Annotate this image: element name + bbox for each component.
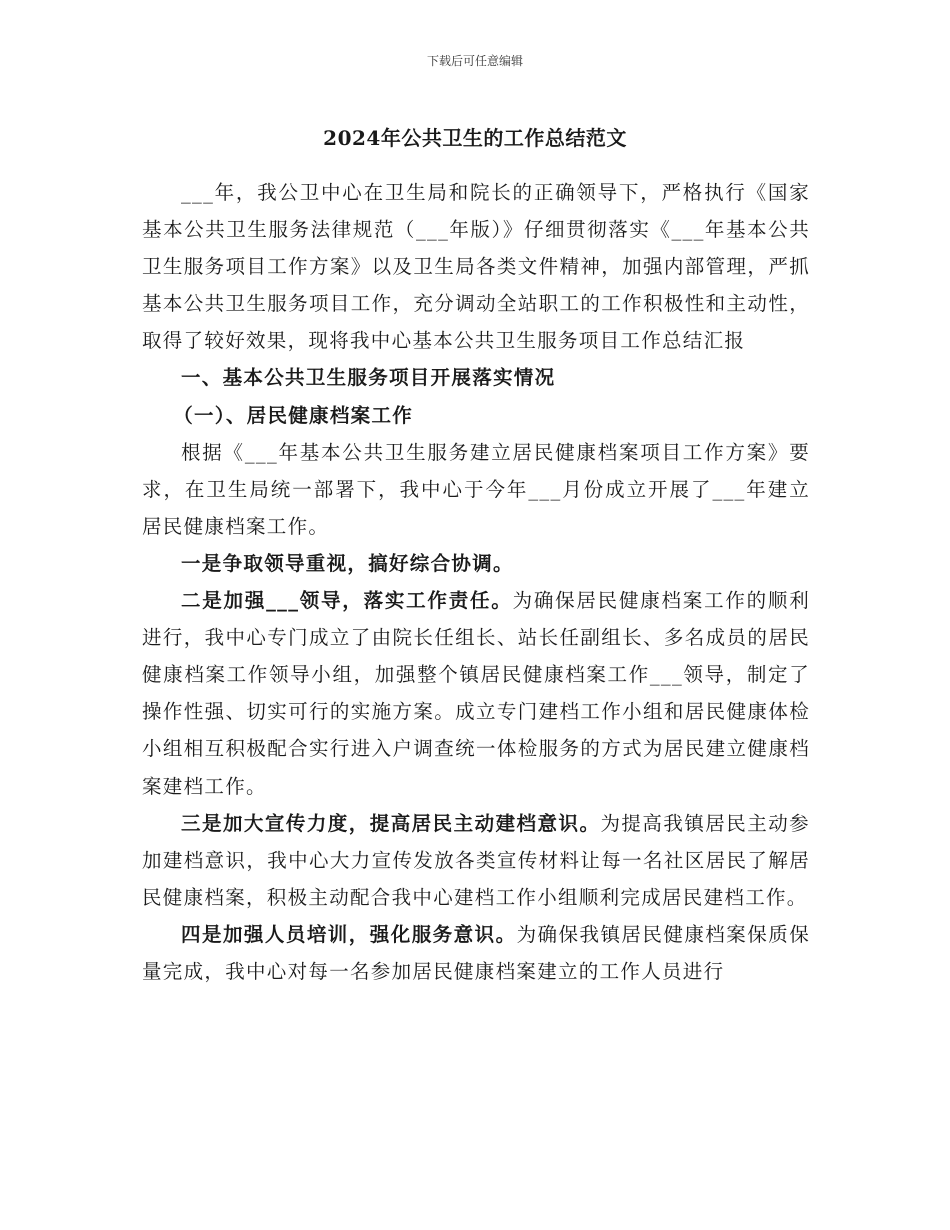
point-1-lead: 一是争取领导重视，搞好综合协调。	[181, 551, 514, 575]
paragraph-point-3	[142, 805, 810, 916]
point-4-lead: 四是加强人员培训，强化服务意识。	[181, 922, 517, 946]
paragraph-point-2	[142, 582, 810, 805]
section-heading-1: 一、基本公共卫生服务项目开展落实情况	[181, 366, 556, 390]
paragraph-point-4	[142, 916, 810, 990]
section-heading-1-1: （一）、居民健康档案工作	[173, 403, 414, 427]
point-3-lead: 三是加大宣传力度，提高居民主动建档意识。	[181, 811, 601, 835]
paragraph-basis: 根据《___年基本公共卫生服务建立居民健康档案项目工作方案》要求，在卫生局统一部署下，我中心于今年___月份成立开展了___年建立居民健康档案工作。	[142, 440, 810, 538]
point-3-text: 为提高我镇居民主动参加建档意识，我中心大力宣传发放各类宣传材料让每一名社区居民了解居民健康档案，积极主动配合我中心建档工作小组顺利完成居民建档工作。	[142, 811, 810, 909]
point-2-lead: 二是加强___领导，落实工作责任。	[181, 589, 513, 613]
paragraph-point-1	[142, 545, 810, 582]
point-4-text: 为确保我镇居民健康档案保质保量完成，我中心对每一名参加居民健康档案建立的工作人员进行	[142, 922, 810, 983]
document-body	[142, 174, 810, 990]
document-title: 2024年公共卫生的工作总结范文	[323, 126, 627, 150]
paragraph-intro: ___年，我公卫中心在卫生局和院长的正确领导下，严格执行《国家基本公共卫生服务法律规范（___年版）》仔细贯彻落实《___年基本公共卫生服务项目工作方案》以及卫生局各类文件精神，加强内部管理，严抓基本公共卫生服务项目工作，充分调动全站职工的工作积极性和主动性，取得了较好效果，现将我中心基本公共卫生服务项目工作总结汇报	[142, 181, 811, 353]
point-2-text: 为确保居民健康档案工作的顺利进行，我中心专门成立了由院长任组长、站长任副组长、多名成员的居民健康档案工作领导小组，加强整个镇居民健康档案工作___领导，制定了操作性强、切实可行的实施方案。成立专门建档工作小组和居民健康体检小组相互积极配合实行进入户调查统一体检服务的方式为居民建立健康档案建档工作。	[142, 589, 811, 798]
header-note: 下载后可任意编辑	[426, 54, 523, 68]
